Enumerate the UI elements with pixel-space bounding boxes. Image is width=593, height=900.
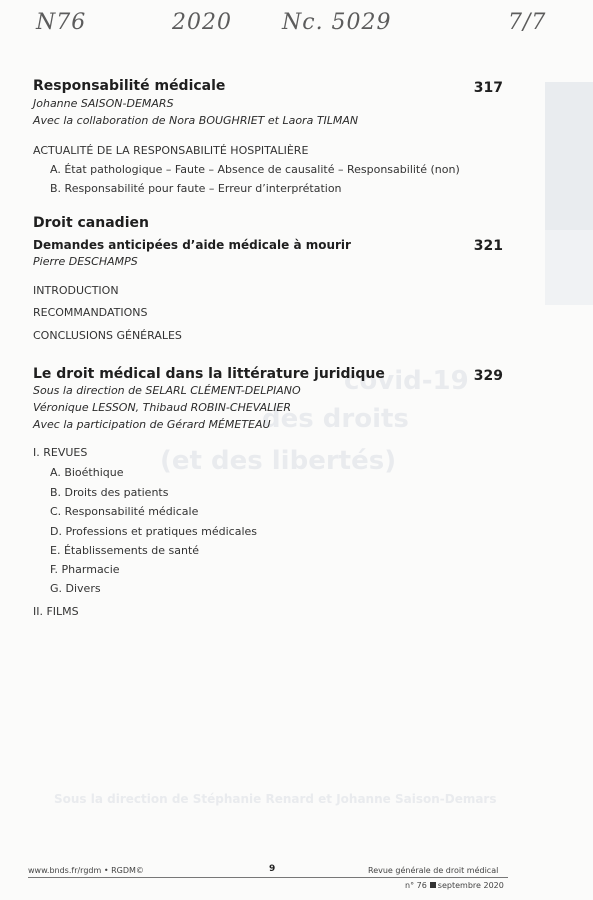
toc-item: C. Responsabilité médicale xyxy=(50,505,199,518)
handwritten-note-issue: N76 xyxy=(36,10,87,35)
show-through-line-1: covid-19 xyxy=(344,366,469,396)
toc-item: A. État pathologique – Faute – Absence de causalité – Responsabilité (non) xyxy=(50,163,460,176)
toc-item: B. Responsabilité pour faute – Erreur d’interprétation xyxy=(50,182,342,195)
show-through-line-2: des droits xyxy=(262,404,409,434)
section-author: Sous la direction de SELARL CLÉMENT-DELPIANO xyxy=(33,384,301,397)
section-page-number: 321 xyxy=(473,238,503,254)
section-author: Avec la collaboration de Nora BOUGHRIET et Laora TILMAN xyxy=(33,114,359,127)
show-through-line-3: (et des libertés) xyxy=(160,446,397,476)
handwritten-note-year: 2020 xyxy=(172,10,232,35)
footer-date: septembre 2020 xyxy=(437,881,504,890)
handwritten-note-count: 7/7 xyxy=(508,10,547,35)
toc-item: I. REVUES xyxy=(33,446,88,459)
section-author: Pierre DESCHAMPS xyxy=(33,255,138,268)
toc-item: RECOMMANDATIONS xyxy=(33,306,148,319)
toc-item: G. Divers xyxy=(50,582,101,595)
footer-issue-line xyxy=(405,881,504,890)
section-author: Johanne SAISON-DEMARS xyxy=(33,97,174,110)
section-page-number: 329 xyxy=(473,368,503,384)
toc-item: II. FILMS xyxy=(33,605,79,618)
section-author: Véronique LESSON, Thibaud ROBIN-CHEVALIER xyxy=(33,401,292,414)
section-title: Responsabilité médicale xyxy=(33,78,226,94)
footer-journal: Revue générale de droit médical xyxy=(368,866,499,875)
toc-item: D. Professions et pratiques médicales xyxy=(50,525,258,538)
section-author: Avec la participation de Gérard MÉMETEAU xyxy=(33,418,271,431)
footer-page-number: 9 xyxy=(269,864,276,874)
toc-item: E. Établissements de santé xyxy=(50,544,200,557)
footer-rule xyxy=(28,877,508,878)
section-title: Droit canadien xyxy=(33,215,149,231)
section-page-number: 317 xyxy=(473,80,503,96)
footer-issue: n° 76 xyxy=(405,881,427,890)
handwritten-note-reference: Nc. 5029 xyxy=(282,10,392,35)
section-title: Le droit médical dans la littérature juridique xyxy=(33,366,385,382)
toc-item: B. Droits des patients xyxy=(50,486,169,499)
square-bullet-icon xyxy=(430,882,436,888)
toc-item: ACTUALITÉ DE LA RESPONSABILITÉ HOSPITALIÈRE xyxy=(33,144,309,157)
toc-item: F. Pharmacie xyxy=(50,563,120,576)
toc-item: INTRODUCTION xyxy=(33,284,119,297)
toc-item: CONCLUSIONS GÉNÉRALES xyxy=(33,329,182,342)
footer-website: www.bnds.fr/rgdm • RGDM© xyxy=(28,866,144,875)
section-subtitle: Demandes anticipées d’aide médicale à mourir xyxy=(33,238,351,252)
toc-item: A. Bioéthique xyxy=(50,466,124,479)
show-through-credit: Sous la direction de Stéphanie Renard et Johanne Saison-Demars xyxy=(54,792,497,806)
